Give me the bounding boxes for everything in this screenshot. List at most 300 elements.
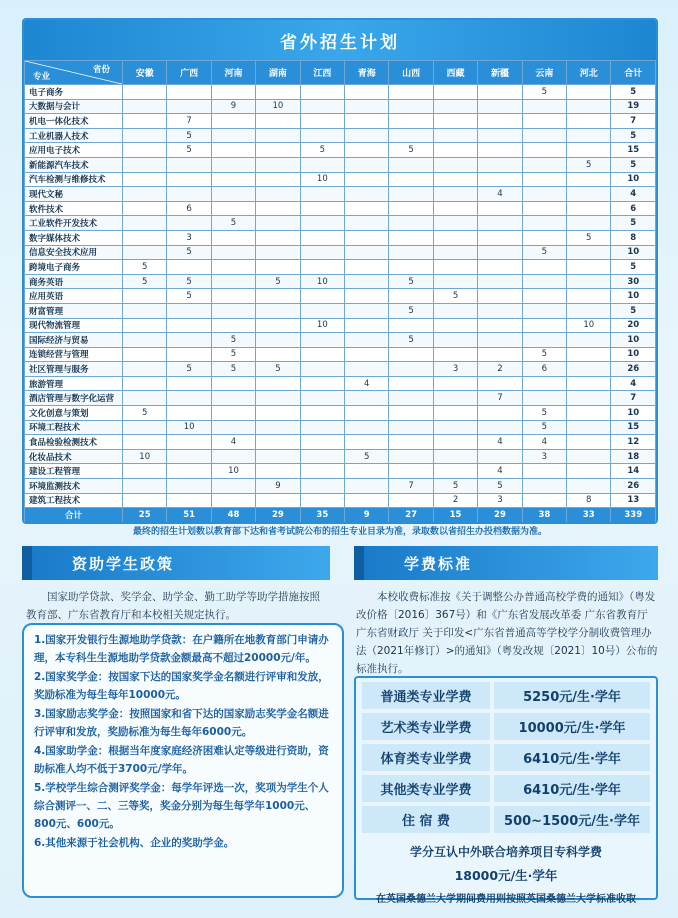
quota-cell: 8 (611, 230, 656, 245)
quota-cell: 5 (522, 347, 566, 362)
quota-cell (389, 464, 433, 479)
quota-cell (478, 172, 522, 187)
total-cell: 29 (478, 508, 522, 523)
quota-cell (522, 464, 566, 479)
quota-cell (389, 230, 433, 245)
quota-cell: 14 (611, 464, 656, 479)
quota-cell (345, 347, 389, 362)
table-row (25, 128, 656, 143)
table-total-row (25, 508, 656, 523)
quota-cell (567, 260, 611, 275)
quota-cell (433, 99, 477, 114)
quota-cell (300, 376, 344, 391)
major-name: 财富管理 (25, 303, 123, 318)
quota-cell (478, 128, 522, 143)
quota-cell (522, 376, 566, 391)
total-cell: 27 (389, 508, 433, 523)
policy-item: 2.国家奖学金：按国家下达的国家奖学金名额进行评审和发放，奖励标准为每生每年10000元。 (34, 671, 329, 701)
quota-cell (522, 157, 566, 172)
plan-title: 省外招生计划 (24, 20, 656, 60)
quota-cell: 5 (522, 420, 566, 435)
table-row (25, 260, 656, 275)
quota-cell (300, 289, 344, 304)
fee-row (362, 744, 650, 771)
fee-row (362, 682, 650, 709)
quota-cell (211, 201, 255, 216)
major-name: 社区管理与服务 (25, 362, 123, 377)
quota-cell: 5 (211, 362, 255, 377)
major-name: 工业机器人技术 (25, 128, 123, 143)
province-header: 合计 (611, 61, 656, 85)
quota-cell: 7 (478, 391, 522, 406)
quota-cell (167, 391, 211, 406)
quota-cell (123, 172, 167, 187)
major-name: 软件技术 (25, 201, 123, 216)
quota-cell (389, 201, 433, 216)
quota-cell (567, 479, 611, 494)
quota-cell: 7 (611, 114, 656, 129)
quota-cell (167, 376, 211, 391)
quota-cell (433, 128, 477, 143)
quota-cell (300, 420, 344, 435)
province-header: 江西 (300, 61, 344, 85)
quota-cell (433, 201, 477, 216)
quota-cell (389, 362, 433, 377)
quota-cell (567, 406, 611, 421)
quota-cell (300, 362, 344, 377)
quota-cell: 5 (389, 333, 433, 348)
quota-cell: 10 (567, 318, 611, 333)
quota-cell: 5 (611, 85, 656, 100)
table-row (25, 464, 656, 479)
aid-title: 资助学生政策 (72, 554, 175, 573)
joint-program-label: 学分互认中外联合培养项目专科学费 (409, 845, 602, 859)
major-name: 连锁经营与管理 (25, 347, 123, 362)
table-row (25, 143, 656, 158)
quota-cell (300, 406, 344, 421)
quota-cell: 10 (611, 347, 656, 362)
quota-cell (345, 114, 389, 129)
quota-cell (300, 391, 344, 406)
quota-cell (389, 114, 433, 129)
quota-cell (256, 420, 300, 435)
table-row (25, 172, 656, 187)
quota-cell: 10 (300, 318, 344, 333)
quota-cell (211, 376, 255, 391)
quota-cell (567, 99, 611, 114)
major-name: 现代物流管理 (25, 318, 123, 333)
quota-cell (478, 274, 522, 289)
quota-cell (389, 289, 433, 304)
table-row (25, 85, 656, 100)
quota-cell (345, 187, 389, 202)
quota-cell (522, 274, 566, 289)
quota-cell (433, 435, 477, 450)
table-row (25, 201, 656, 216)
quota-cell: 6 (167, 201, 211, 216)
quota-cell (211, 85, 255, 100)
quota-cell (522, 230, 566, 245)
quota-cell (345, 479, 389, 494)
table-row (25, 114, 656, 129)
quota-cell (123, 391, 167, 406)
quota-cell: 4 (611, 376, 656, 391)
fee-row (362, 806, 650, 833)
quota-cell (567, 376, 611, 391)
fee-label: 普通类专业学费 (362, 682, 490, 709)
quota-cell (567, 201, 611, 216)
quota-cell (211, 303, 255, 318)
major-name: 应用电子技术 (25, 143, 123, 158)
quota-cell (256, 172, 300, 187)
quota-cell (478, 406, 522, 421)
quota-cell (123, 230, 167, 245)
quota-cell: 6 (522, 362, 566, 377)
quota-cell (389, 157, 433, 172)
quota-cell (345, 303, 389, 318)
quota-cell (211, 128, 255, 143)
major-name: 环境监测技术 (25, 479, 123, 494)
quota-cell (478, 376, 522, 391)
fee-section-header (354, 546, 658, 580)
quota-cell (567, 245, 611, 260)
quota-cell (300, 479, 344, 494)
quota-cell (522, 289, 566, 304)
quota-cell (567, 391, 611, 406)
quota-cell (256, 464, 300, 479)
quota-cell (433, 143, 477, 158)
quota-cell (123, 333, 167, 348)
quota-cell: 10 (123, 449, 167, 464)
province-header: 云南 (522, 61, 566, 85)
joint-program-fee: 18000元/生·学年 (454, 868, 558, 883)
quota-cell: 5 (123, 274, 167, 289)
table-row (25, 99, 656, 114)
quota-cell (389, 128, 433, 143)
quota-cell (345, 245, 389, 260)
quota-cell: 10 (611, 289, 656, 304)
quota-cell (345, 172, 389, 187)
major-name: 文化创意与策划 (25, 406, 123, 421)
quota-cell (256, 85, 300, 100)
quota-cell (567, 347, 611, 362)
quota-cell (389, 187, 433, 202)
fee-row (362, 713, 650, 740)
quota-cell (478, 99, 522, 114)
quota-cell (123, 216, 167, 231)
quota-cell (345, 289, 389, 304)
quota-cell (567, 114, 611, 129)
quota-cell (433, 245, 477, 260)
quota-cell (522, 187, 566, 202)
quota-cell (433, 449, 477, 464)
quota-cell (123, 318, 167, 333)
quota-cell: 18 (611, 449, 656, 464)
quota-cell (167, 172, 211, 187)
total-cell: 9 (345, 508, 389, 523)
quota-cell (478, 318, 522, 333)
aid-section-header (22, 546, 330, 580)
quota-cell (433, 318, 477, 333)
quota-cell: 5 (345, 449, 389, 464)
quota-cell (522, 333, 566, 348)
table-row (25, 318, 656, 333)
quota-cell (123, 201, 167, 216)
quota-cell (300, 128, 344, 143)
quota-cell (389, 318, 433, 333)
quota-cell: 5 (167, 362, 211, 377)
quota-cell (389, 406, 433, 421)
quota-cell: 10 (300, 274, 344, 289)
quota-cell: 9 (211, 99, 255, 114)
major-name: 化妆品技术 (25, 449, 123, 464)
quota-cell (300, 114, 344, 129)
table-row (25, 187, 656, 202)
quota-cell (567, 274, 611, 289)
quota-cell: 5 (211, 333, 255, 348)
quota-cell (345, 333, 389, 348)
quota-cell (567, 464, 611, 479)
quota-cell (167, 318, 211, 333)
quota-cell: 5 (522, 85, 566, 100)
quota-cell (522, 391, 566, 406)
quota-cell (167, 493, 211, 508)
table-row (25, 333, 656, 348)
quota-cell (478, 230, 522, 245)
quota-cell: 5 (389, 143, 433, 158)
quota-cell (300, 493, 344, 508)
quota-cell (389, 449, 433, 464)
quota-cell: 5 (389, 303, 433, 318)
quota-cell: 5 (389, 274, 433, 289)
quota-cell (211, 157, 255, 172)
quota-cell (478, 245, 522, 260)
quota-cell (211, 245, 255, 260)
quota-cell (211, 187, 255, 202)
quota-cell (345, 128, 389, 143)
quota-cell (300, 303, 344, 318)
province-header: 河南 (211, 61, 255, 85)
quota-cell (478, 347, 522, 362)
province-header: 湖南 (256, 61, 300, 85)
major-name: 食品检验检测技术 (25, 435, 123, 450)
province-header: 河北 (567, 61, 611, 85)
quota-cell (300, 347, 344, 362)
quota-cell (345, 391, 389, 406)
quota-cell (211, 479, 255, 494)
quota-cell (433, 260, 477, 275)
quota-cell (345, 201, 389, 216)
quota-cell (256, 449, 300, 464)
quota-cell: 10 (611, 172, 656, 187)
quota-cell: 5 (611, 303, 656, 318)
fee-label: 体育类专业学费 (362, 744, 490, 771)
province-header: 新疆 (478, 61, 522, 85)
quota-cell (567, 128, 611, 143)
quota-cell: 3 (433, 362, 477, 377)
major-name: 机电一体化技术 (25, 114, 123, 129)
quota-cell: 5 (167, 245, 211, 260)
quota-cell: 5 (167, 274, 211, 289)
quota-cell (522, 201, 566, 216)
quota-cell: 10 (611, 333, 656, 348)
quota-cell (433, 230, 477, 245)
quota-cell (389, 172, 433, 187)
quota-cell (256, 187, 300, 202)
quota-cell: 5 (167, 143, 211, 158)
fee-value: 6410元/生·学年 (494, 775, 650, 802)
quota-cell (256, 333, 300, 348)
quota-cell (389, 216, 433, 231)
quota-cell (433, 187, 477, 202)
quota-cell (300, 187, 344, 202)
quota-cell (433, 114, 477, 129)
quota-cell (478, 143, 522, 158)
quota-cell (567, 303, 611, 318)
quota-cell: 4 (478, 187, 522, 202)
quota-cell (567, 362, 611, 377)
quota-cell (167, 216, 211, 231)
total-cell: 25 (123, 508, 167, 523)
major-name: 大数据与会计 (25, 99, 123, 114)
total-cell: 38 (522, 508, 566, 523)
quota-cell (256, 245, 300, 260)
quota-cell (389, 376, 433, 391)
quota-cell: 8 (567, 493, 611, 508)
quota-cell: 5 (567, 230, 611, 245)
quota-cell (345, 435, 389, 450)
quota-cell (167, 464, 211, 479)
plan-note: 最终的招生计划数以教育部下达和省考试院公布的招生专业目录为准，录取数以省招生办投档数据为准。 (132, 527, 547, 537)
quota-cell (123, 493, 167, 508)
major-name: 跨境电子商务 (25, 260, 123, 275)
quota-cell: 5 (211, 216, 255, 231)
quota-cell (300, 260, 344, 275)
quota-cell (478, 216, 522, 231)
quota-cell: 4 (345, 376, 389, 391)
major-name: 工业软件开发技术 (25, 216, 123, 231)
policy-item: 1.国家开发银行生源地助学贷款：在户籍所在地教育部门申请办理，本专科生生源地助学贷款金额最高不超过20000元/年。 (34, 634, 329, 664)
quota-cell (123, 347, 167, 362)
quota-cell (211, 449, 255, 464)
total-label: 合计 (25, 508, 123, 523)
quota-cell (123, 114, 167, 129)
quota-cell (433, 391, 477, 406)
quota-cell: 2 (478, 362, 522, 377)
quota-cell (211, 260, 255, 275)
quota-cell (123, 157, 167, 172)
quota-cell: 7 (389, 479, 433, 494)
quota-cell (345, 157, 389, 172)
enrollment-plan-table (24, 60, 656, 523)
corner-header (25, 61, 123, 85)
quota-cell (256, 493, 300, 508)
quota-cell (167, 479, 211, 494)
quota-cell: 9 (256, 479, 300, 494)
quota-cell (256, 347, 300, 362)
quota-cell (123, 435, 167, 450)
quota-cell (167, 406, 211, 421)
policy-item: 6.其他来源于社会机构、企业的奖助学金。 (34, 837, 235, 849)
table-row (25, 347, 656, 362)
major-name: 建设工程管理 (25, 464, 123, 479)
quota-cell (389, 85, 433, 100)
quota-cell (567, 420, 611, 435)
major-name: 现代文秘 (25, 187, 123, 202)
quota-cell (123, 464, 167, 479)
quota-cell (433, 303, 477, 318)
quota-cell (345, 362, 389, 377)
quota-cell: 10 (167, 420, 211, 435)
policy-item: 3.国家励志奖学金：按照国家和省下达的国家励志奖学金名额进行评审和发放，奖励标准为每生每年6000元。 (34, 708, 329, 738)
quota-cell (522, 493, 566, 508)
quota-cell (123, 376, 167, 391)
major-name: 环境工程技术 (25, 420, 123, 435)
quota-cell (345, 143, 389, 158)
quota-cell: 30 (611, 274, 656, 289)
table-row (25, 435, 656, 450)
quota-cell (478, 420, 522, 435)
quota-cell: 19 (611, 99, 656, 114)
quota-cell (167, 333, 211, 348)
fee-table (354, 676, 658, 905)
quota-cell (345, 420, 389, 435)
quota-cell: 26 (611, 362, 656, 377)
total-cell: 48 (211, 508, 255, 523)
quota-cell: 5 (300, 143, 344, 158)
total-cell: 339 (611, 508, 656, 523)
major-name: 酒店管理与数字化运营 (25, 391, 123, 406)
quota-cell: 10 (211, 464, 255, 479)
section-bar-decoration (22, 546, 32, 580)
quota-cell (167, 260, 211, 275)
quota-cell (211, 318, 255, 333)
quota-cell (567, 143, 611, 158)
quota-cell (567, 216, 611, 231)
table-row (25, 157, 656, 172)
quota-cell (389, 347, 433, 362)
quota-cell: 5 (123, 406, 167, 421)
quota-cell (123, 143, 167, 158)
major-name: 应用英语 (25, 289, 123, 304)
quota-cell (389, 260, 433, 275)
major-name: 旅游管理 (25, 376, 123, 391)
total-cell: 35 (300, 508, 344, 523)
quota-cell (433, 347, 477, 362)
quota-cell (211, 289, 255, 304)
quota-cell: 3 (478, 493, 522, 508)
quota-cell (345, 406, 389, 421)
quota-cell (522, 143, 566, 158)
table-row (25, 274, 656, 289)
quota-cell (433, 172, 477, 187)
quota-cell (123, 128, 167, 143)
total-cell: 15 (433, 508, 477, 523)
quota-cell: 5 (522, 245, 566, 260)
quota-cell (300, 435, 344, 450)
quota-cell (300, 85, 344, 100)
quota-cell (478, 333, 522, 348)
quota-cell (256, 303, 300, 318)
quota-cell (522, 318, 566, 333)
quota-cell (211, 230, 255, 245)
quota-cell (433, 274, 477, 289)
quota-cell: 10 (256, 99, 300, 114)
fee-intro: 本校收费标准按《关于调整公办普通高校学费的通知》（粤发改价格〔2016〕367号）和《广东省发展改革委 广东省教育厅 广东省财政厅 关于印发<广东省普通高等学校学分制收费管理办法（2021年修订）>的通知》（粤发改规〔2021〕10号）公布的标准执行。 (356, 591, 658, 675)
table-row (25, 420, 656, 435)
quota-cell (300, 449, 344, 464)
quota-cell (211, 391, 255, 406)
